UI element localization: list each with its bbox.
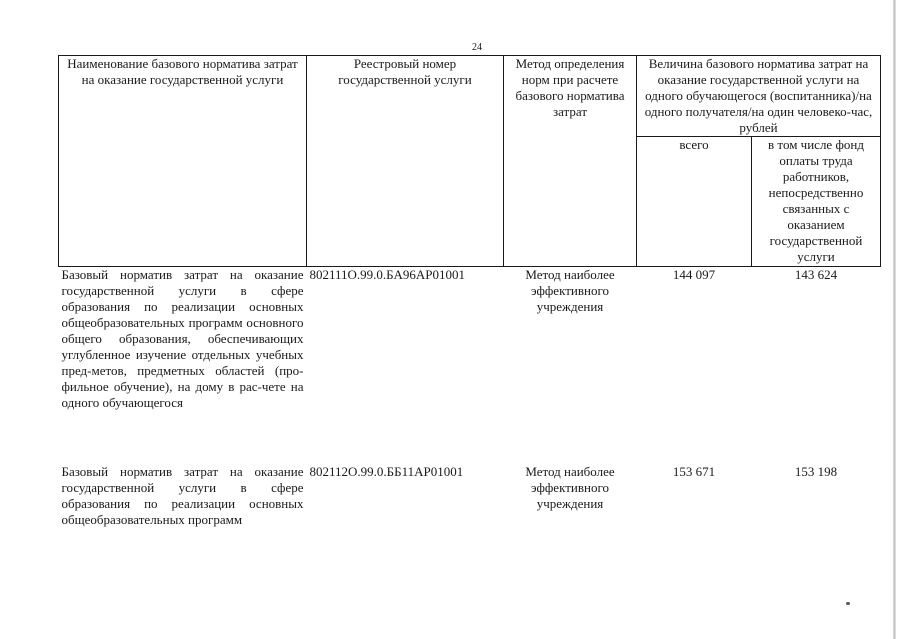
header-payroll: в том числе фонд оплаты труда работников, непосредственно связанных с оказанием государственной услуги: [752, 137, 881, 267]
scan-speck: [846, 602, 850, 605]
total-cell: 144 097: [672, 267, 716, 282]
cost-norms-table: [58, 55, 881, 528]
method-cell: Метод наиболее эффективного учреждения: [525, 464, 615, 511]
total-cell: 153 671: [672, 464, 716, 479]
service-name-cell: Базовый норматив затрат на оказание государственной услуги в сфере образования по реализации основных общеобразовательных программ: [61, 464, 304, 527]
header-registry-number: Реестровый номер государственной услуги: [307, 56, 504, 267]
method-cell: Метод наиболее эффективного учреждения: [525, 267, 615, 314]
payroll-cell: 153 198: [794, 464, 838, 479]
header-service-name: Наименование базового норматива затрат на оказание государственной услуги: [59, 56, 307, 267]
table-row: [59, 464, 881, 528]
service-name-cell: Базовый норматив затрат на оказание государственной услуги в сфере образования по реализации основных общеобразовательных программ основного общего образования, обеспечивающих углубленное изучение отдельных учебных пред-метов, предметных областей (про-фильное обучение), на дому в рас-чете на одного обучающегося: [61, 267, 304, 410]
header-total: всего: [637, 137, 752, 267]
registry-number-cell: 802111О.99.0.БА96АР01001: [309, 267, 465, 282]
header-method: Метод определения норм при расчете базового норматива затрат: [504, 56, 637, 267]
scan-page-edge: [893, 0, 896, 639]
table-row: [59, 267, 881, 465]
header-norm-value: Величина базового норматива затрат на оказание государственной услуги на одного обучающегося (воспитанника)/на одного получателя/на один человеко-час, рублей: [637, 56, 881, 137]
registry-number-cell: 802112О.99.0.ББ11АР01001: [309, 464, 464, 479]
payroll-cell: 143 624: [794, 267, 838, 282]
page-number: 24: [472, 42, 482, 53]
